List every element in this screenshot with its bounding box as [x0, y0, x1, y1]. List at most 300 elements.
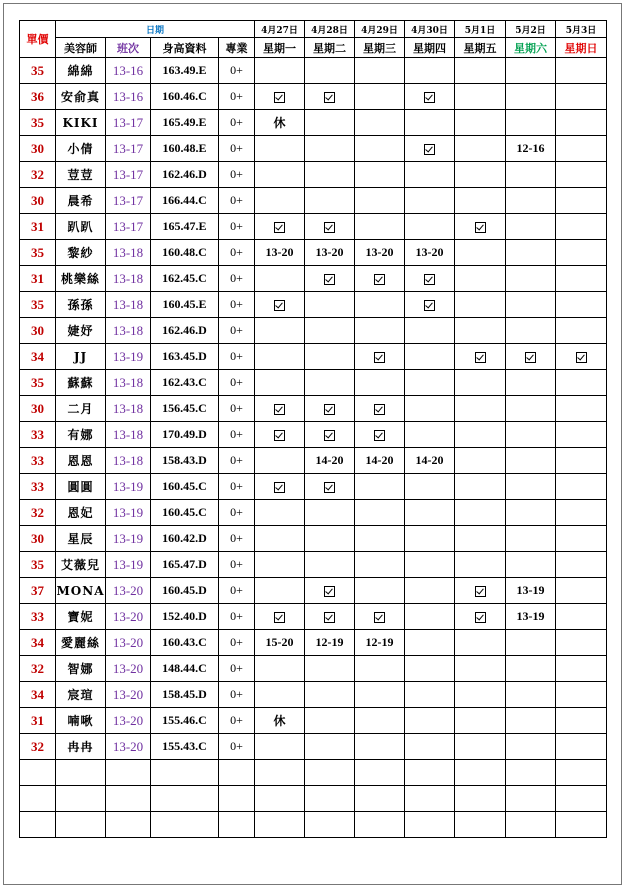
day-cell — [455, 734, 506, 760]
shift-cell: 13-19 — [106, 526, 151, 552]
day-cell — [405, 370, 455, 396]
specialty-cell: 0+ — [219, 344, 255, 370]
day-cell — [455, 266, 506, 292]
day-cell — [255, 500, 305, 526]
day-cell — [255, 136, 305, 162]
price-cell: 35 — [20, 370, 56, 396]
day-cell — [405, 110, 455, 136]
day-cell — [255, 58, 305, 84]
day-cell — [405, 318, 455, 344]
day-cell — [556, 604, 607, 630]
price-cell: 37 — [20, 578, 56, 604]
shift-cell: 13-18 — [106, 292, 151, 318]
price-cell: 36 — [20, 84, 56, 110]
checkbox-checked-icon — [324, 482, 335, 493]
day-cell — [255, 396, 305, 422]
day-cell — [305, 292, 355, 318]
blank-cell — [506, 786, 556, 812]
day-cell — [405, 552, 455, 578]
table-row — [20, 448, 607, 474]
day-cell — [355, 266, 405, 292]
day-cell — [506, 240, 556, 266]
day-cell — [506, 708, 556, 734]
day-cell — [255, 344, 305, 370]
day-cell — [506, 682, 556, 708]
day-cell — [305, 682, 355, 708]
shift-cell: 13-17 — [106, 188, 151, 214]
table-row — [20, 84, 607, 110]
height-info-cell: 148.44.C — [151, 656, 219, 682]
day-cell — [455, 318, 506, 344]
price-cell: 30 — [20, 136, 56, 162]
price-cell: 35 — [20, 58, 56, 84]
day-cell — [405, 708, 455, 734]
checkbox-checked-icon — [525, 352, 536, 363]
shift-cell: 13-17 — [106, 214, 151, 240]
day-cell — [455, 552, 506, 578]
day-cell — [455, 682, 506, 708]
day-cell — [506, 318, 556, 344]
day-cell — [255, 448, 305, 474]
checkbox-checked-icon — [374, 352, 385, 363]
day-cell — [255, 162, 305, 188]
day-cell — [355, 422, 405, 448]
height-info-cell: 165.47.D — [151, 552, 219, 578]
weekday-header: 星期一 — [255, 38, 305, 58]
day-cell — [255, 188, 305, 214]
shift-cell: 13-18 — [106, 396, 151, 422]
specialty-cell: 0+ — [219, 318, 255, 344]
day-cell — [455, 370, 506, 396]
day-cell — [506, 214, 556, 240]
day-cell — [506, 552, 556, 578]
table-row — [20, 318, 607, 344]
height-info-cell: 155.46.C — [151, 708, 219, 734]
price-cell: 30 — [20, 318, 56, 344]
specialty-cell: 0+ — [219, 188, 255, 214]
weekday-header: 星期日 — [556, 38, 607, 58]
date-header: 5月2日 — [506, 21, 556, 38]
table-row — [20, 396, 607, 422]
blank-cell — [455, 786, 506, 812]
price-cell: 32 — [20, 162, 56, 188]
specialty-cell: 0+ — [219, 396, 255, 422]
blank-cell — [405, 760, 455, 786]
weekday-header: 星期四 — [405, 38, 455, 58]
blank-cell — [20, 786, 56, 812]
price-cell: 35 — [20, 110, 56, 136]
day-cell — [355, 84, 405, 110]
checkbox-checked-icon — [475, 586, 486, 597]
stylist-name-cell: 艾薇兒 — [56, 552, 106, 578]
shift-cell: 13-20 — [106, 682, 151, 708]
day-cell — [455, 344, 506, 370]
day-cell — [556, 578, 607, 604]
shift-cell: 13-18 — [106, 422, 151, 448]
day-cell — [255, 84, 305, 110]
day-cell — [556, 162, 607, 188]
day-cell — [556, 344, 607, 370]
day-cell — [455, 58, 506, 84]
weekday-header: 星期三 — [355, 38, 405, 58]
blank-cell — [219, 812, 255, 838]
table-row — [20, 526, 607, 552]
day-cell — [355, 500, 405, 526]
day-cell — [305, 552, 355, 578]
specialty-cell: 0+ — [219, 682, 255, 708]
table-row — [20, 266, 607, 292]
day-cell — [305, 266, 355, 292]
checkbox-checked-icon — [374, 430, 385, 441]
checkbox-checked-icon — [424, 274, 435, 285]
day-cell — [355, 708, 405, 734]
specialty-cell: 0+ — [219, 578, 255, 604]
checkbox-checked-icon — [424, 92, 435, 103]
day-cell — [305, 370, 355, 396]
day-cell: 13-20 — [405, 240, 455, 266]
day-cell — [405, 630, 455, 656]
height-info-cell: 160.48.E — [151, 136, 219, 162]
date-header: 4月27日 — [255, 21, 305, 38]
day-cell — [455, 656, 506, 682]
day-cell — [405, 84, 455, 110]
checkbox-checked-icon — [324, 404, 335, 415]
day-cell: 休 — [255, 708, 305, 734]
blank-cell — [455, 812, 506, 838]
specialty-cell: 0+ — [219, 240, 255, 266]
shift-cell: 13-18 — [106, 448, 151, 474]
stylist-name-cell: 愛麗絲 — [56, 630, 106, 656]
day-cell — [305, 162, 355, 188]
day-cell — [305, 396, 355, 422]
checkbox-checked-icon — [324, 430, 335, 441]
shift-cell: 13-18 — [106, 370, 151, 396]
height-info-cell: 158.45.D — [151, 682, 219, 708]
specialty-cell: 0+ — [219, 136, 255, 162]
blank-row — [20, 760, 607, 786]
price-cell: 30 — [20, 396, 56, 422]
height-info-cell: 156.45.C — [151, 396, 219, 422]
stylist-name-cell: MONA — [56, 578, 106, 604]
day-cell — [556, 396, 607, 422]
blank-cell — [506, 760, 556, 786]
day-cell: 13-20 — [355, 240, 405, 266]
checkbox-checked-icon — [324, 586, 335, 597]
day-cell — [556, 656, 607, 682]
specialty-cell: 0+ — [219, 708, 255, 734]
specialty-cell: 0+ — [219, 448, 255, 474]
checkbox-checked-icon — [274, 612, 285, 623]
blank-cell — [219, 786, 255, 812]
day-cell — [556, 500, 607, 526]
day-cell — [455, 474, 506, 500]
day-cell — [255, 292, 305, 318]
table-row — [20, 500, 607, 526]
day-cell — [305, 318, 355, 344]
price-cell: 35 — [20, 292, 56, 318]
day-cell — [506, 630, 556, 656]
height-info-cell: 163.45.D — [151, 344, 219, 370]
day-cell — [305, 526, 355, 552]
table-row — [20, 240, 607, 266]
day-cell: 15-20 — [255, 630, 305, 656]
price-cell: 33 — [20, 422, 56, 448]
day-cell — [355, 214, 405, 240]
day-cell — [255, 318, 305, 344]
height-info-cell: 170.49.D — [151, 422, 219, 448]
column-header-shift: 班次 — [106, 38, 151, 58]
table-row — [20, 734, 607, 760]
specialty-cell: 0+ — [219, 214, 255, 240]
day-cell — [355, 188, 405, 214]
day-cell — [455, 630, 506, 656]
day-cell — [255, 734, 305, 760]
height-info-cell: 160.45.D — [151, 578, 219, 604]
day-cell — [405, 188, 455, 214]
specialty-cell: 0+ — [219, 84, 255, 110]
specialty-cell: 0+ — [219, 500, 255, 526]
blank-cell — [219, 760, 255, 786]
price-cell: 32 — [20, 656, 56, 682]
day-cell — [255, 474, 305, 500]
price-cell: 31 — [20, 214, 56, 240]
day-cell — [556, 422, 607, 448]
day-cell — [405, 292, 455, 318]
specialty-cell: 0+ — [219, 266, 255, 292]
shift-cell: 13-17 — [106, 110, 151, 136]
blank-cell — [106, 786, 151, 812]
blank-cell — [255, 786, 305, 812]
day-cell — [405, 604, 455, 630]
height-info-cell: 155.43.C — [151, 734, 219, 760]
specialty-cell: 0+ — [219, 630, 255, 656]
day-cell — [506, 370, 556, 396]
day-cell — [355, 136, 405, 162]
checkbox-checked-icon — [374, 404, 385, 415]
stylist-name-cell: 喃啾 — [56, 708, 106, 734]
blank-cell — [556, 760, 607, 786]
shift-cell: 13-20 — [106, 708, 151, 734]
weekday-header: 星期二 — [305, 38, 355, 58]
day-cell — [405, 58, 455, 84]
blank-row — [20, 812, 607, 838]
height-info-cell: 160.42.D — [151, 526, 219, 552]
day-cell — [506, 162, 556, 188]
price-cell: 33 — [20, 448, 56, 474]
blank-row — [20, 786, 607, 812]
day-cell — [506, 110, 556, 136]
day-cell — [255, 578, 305, 604]
stylist-name-cell: 有娜 — [56, 422, 106, 448]
day-cell — [556, 188, 607, 214]
day-cell: 12-19 — [305, 630, 355, 656]
blank-cell — [20, 760, 56, 786]
shift-cell: 13-17 — [106, 136, 151, 162]
shift-cell: 13-19 — [106, 500, 151, 526]
date-header: 5月1日 — [455, 21, 506, 38]
day-cell — [255, 422, 305, 448]
day-cell — [455, 578, 506, 604]
specialty-cell: 0+ — [219, 656, 255, 682]
height-info-cell: 162.43.C — [151, 370, 219, 396]
day-cell — [255, 266, 305, 292]
table-row — [20, 656, 607, 682]
day-cell — [556, 84, 607, 110]
blank-cell — [405, 786, 455, 812]
blank-cell — [56, 786, 106, 812]
stylist-name-cell: 冉冉 — [56, 734, 106, 760]
shift-cell: 13-18 — [106, 318, 151, 344]
day-cell — [355, 526, 405, 552]
shift-cell: 13-19 — [106, 552, 151, 578]
checkbox-checked-icon — [576, 352, 587, 363]
date-header: 4月30日 — [405, 21, 455, 38]
blank-cell — [106, 760, 151, 786]
day-cell — [355, 474, 405, 500]
day-cell — [405, 526, 455, 552]
height-info-cell: 160.46.C — [151, 84, 219, 110]
day-cell — [455, 214, 506, 240]
day-cell — [556, 448, 607, 474]
day-cell — [305, 110, 355, 136]
price-cell: 34 — [20, 682, 56, 708]
specialty-cell: 0+ — [219, 604, 255, 630]
stylist-name-cell: 智娜 — [56, 656, 106, 682]
day-cell — [455, 422, 506, 448]
shift-cell: 13-19 — [106, 344, 151, 370]
price-cell: 32 — [20, 500, 56, 526]
day-cell — [556, 552, 607, 578]
day-cell — [455, 110, 506, 136]
shift-cell: 13-17 — [106, 162, 151, 188]
day-cell — [455, 448, 506, 474]
table-row — [20, 188, 607, 214]
day-cell — [556, 214, 607, 240]
day-cell — [355, 58, 405, 84]
shift-cell: 13-20 — [106, 630, 151, 656]
price-cell: 35 — [20, 240, 56, 266]
height-info-cell: 163.49.E — [151, 58, 219, 84]
blank-cell — [56, 760, 106, 786]
day-cell — [455, 604, 506, 630]
day-cell — [506, 526, 556, 552]
day-cell — [405, 162, 455, 188]
checkbox-checked-icon — [274, 92, 285, 103]
height-info-cell: 158.43.D — [151, 448, 219, 474]
day-cell — [255, 214, 305, 240]
checkbox-checked-icon — [374, 612, 385, 623]
day-cell — [305, 500, 355, 526]
table-row — [20, 370, 607, 396]
day-cell: 14-20 — [305, 448, 355, 474]
day-cell — [455, 708, 506, 734]
date-group-header: 日期 — [56, 21, 255, 38]
price-cell: 34 — [20, 344, 56, 370]
day-cell — [255, 656, 305, 682]
blank-cell — [255, 812, 305, 838]
day-cell — [506, 734, 556, 760]
price-cell: 33 — [20, 474, 56, 500]
day-cell — [405, 422, 455, 448]
day-cell — [355, 110, 405, 136]
header-row-dates — [20, 21, 607, 38]
price-cell: 31 — [20, 266, 56, 292]
blank-cell — [305, 786, 355, 812]
height-info-cell: 166.44.C — [151, 188, 219, 214]
blank-cell — [355, 760, 405, 786]
day-cell — [455, 292, 506, 318]
height-info-cell: 160.48.C — [151, 240, 219, 266]
specialty-cell: 0+ — [219, 292, 255, 318]
shift-cell: 13-18 — [106, 266, 151, 292]
table-row — [20, 162, 607, 188]
table-row — [20, 136, 607, 162]
blank-cell — [255, 760, 305, 786]
checkbox-checked-icon — [274, 482, 285, 493]
day-cell — [405, 734, 455, 760]
day-cell — [506, 188, 556, 214]
stylist-name-cell: 安俞真 — [56, 84, 106, 110]
checkbox-checked-icon — [324, 222, 335, 233]
day-cell — [355, 578, 405, 604]
table-row — [20, 344, 607, 370]
day-cell — [506, 344, 556, 370]
day-cell — [506, 656, 556, 682]
table-row — [20, 422, 607, 448]
day-cell — [455, 136, 506, 162]
shift-cell: 13-20 — [106, 578, 151, 604]
day-cell — [305, 344, 355, 370]
day-cell — [305, 734, 355, 760]
height-info-cell: 160.45.C — [151, 500, 219, 526]
day-cell — [506, 422, 556, 448]
stylist-name-cell: 婕妤 — [56, 318, 106, 344]
blank-cell — [305, 760, 355, 786]
table-row — [20, 552, 607, 578]
blank-cell — [355, 786, 405, 812]
checkbox-checked-icon — [475, 222, 486, 233]
day-cell — [455, 500, 506, 526]
table-row — [20, 292, 607, 318]
height-info-cell: 160.45.C — [151, 474, 219, 500]
stylist-name-cell: KIKI — [56, 110, 106, 136]
day-cell — [405, 682, 455, 708]
blank-cell — [455, 760, 506, 786]
stylist-name-cell: 晨希 — [56, 188, 106, 214]
day-cell — [305, 708, 355, 734]
table-row — [20, 708, 607, 734]
stylist-name-cell: 孫孫 — [56, 292, 106, 318]
stylist-name-cell: 圓圓 — [56, 474, 106, 500]
day-cell — [355, 344, 405, 370]
specialty-cell: 0+ — [219, 734, 255, 760]
day-cell — [405, 656, 455, 682]
day-cell — [556, 734, 607, 760]
day-cell — [405, 474, 455, 500]
day-cell — [556, 240, 607, 266]
day-cell — [305, 188, 355, 214]
stylist-name-cell: 趴趴 — [56, 214, 106, 240]
stylist-name-cell: 寶妮 — [56, 604, 106, 630]
day-cell: 13-19 — [506, 604, 556, 630]
checkbox-checked-icon — [324, 92, 335, 103]
day-cell — [556, 266, 607, 292]
day-cell — [305, 578, 355, 604]
specialty-cell: 0+ — [219, 474, 255, 500]
day-cell — [506, 292, 556, 318]
day-cell — [305, 136, 355, 162]
price-cell: 33 — [20, 604, 56, 630]
